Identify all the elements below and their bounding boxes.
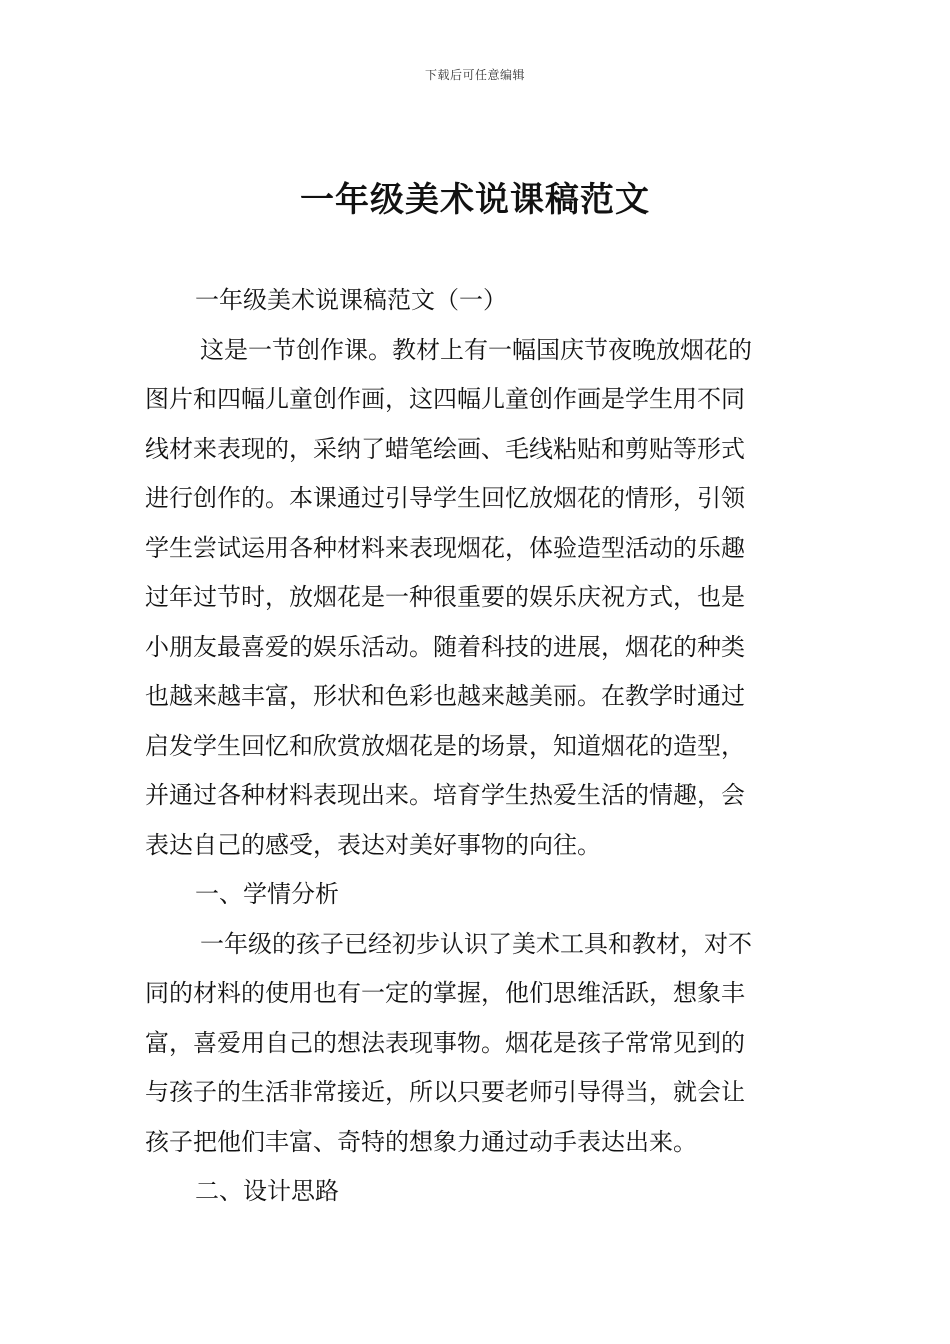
document-body [145,276,807,1217]
paragraph-line: 这是一节创作课。教材上有一幅国庆节夜晚放烟花的 [200,335,752,364]
section-subtitle: 一年级美术说课稿范文（一） [195,286,507,314]
paragraph-line: 并通过各种材料表现出来。培育学生热爱生活的情趣，会 [145,781,745,809]
paragraph-line: 过年过节时，放烟花是一种很重要的娱乐庆祝方式，也是 [145,583,745,611]
section-heading-design: 二、设计思路 [195,1177,339,1205]
paragraph-line: 小朋友最喜爱的娱乐活动。随着科技的进展，烟花的种类 [145,632,745,661]
paragraph-line: 进行创作的。本课通过引导学生回忆放烟花的情形，引领 [145,484,745,512]
paragraph-line: 同的材料的使用也有一定的掌握，他们思维活跃，想象丰 [145,979,745,1007]
paragraph-line: 图片和四幅儿童创作画，这四幅儿童创作画是学生用不同 [145,385,745,413]
paragraph-line: 富，喜爱用自己的想法表现事物。烟花是孩子常常见到的 [145,1028,745,1057]
paragraph-line: 孩子把他们丰富、奇特的想象力通过动手表达出来。 [145,1127,697,1156]
paragraph-line: 与孩子的生活非常接近，所以只要老师引导得当，就会让 [145,1078,745,1106]
paragraph-line: 也越来越丰富，形状和色彩也越来越美丽。在教学时通过 [145,682,745,710]
paragraph-line: 线材来表现的，采纳了蜡笔绘画、毛线粘贴和剪贴等形式 [145,434,745,463]
paragraph-line: 启发学生回忆和欣赏放烟花是的场景，知道烟花的造型， [145,731,745,760]
paragraph-line: 表达自己的感受，表达对美好事物的向往。 [145,830,601,859]
document-title: 一年级美术说课稿范文 [300,180,650,220]
header-note: 下载后可任意编辑 [424,68,525,82]
paragraph-line: 学生尝试运用各种材料来表现烟花，体验造型活动的乐趣 [145,533,745,562]
section-heading-analysis: 一、学情分析 [195,880,339,908]
paragraph-line: 一年级的孩子已经初步认识了美术工具和教材，对不 [200,929,752,958]
